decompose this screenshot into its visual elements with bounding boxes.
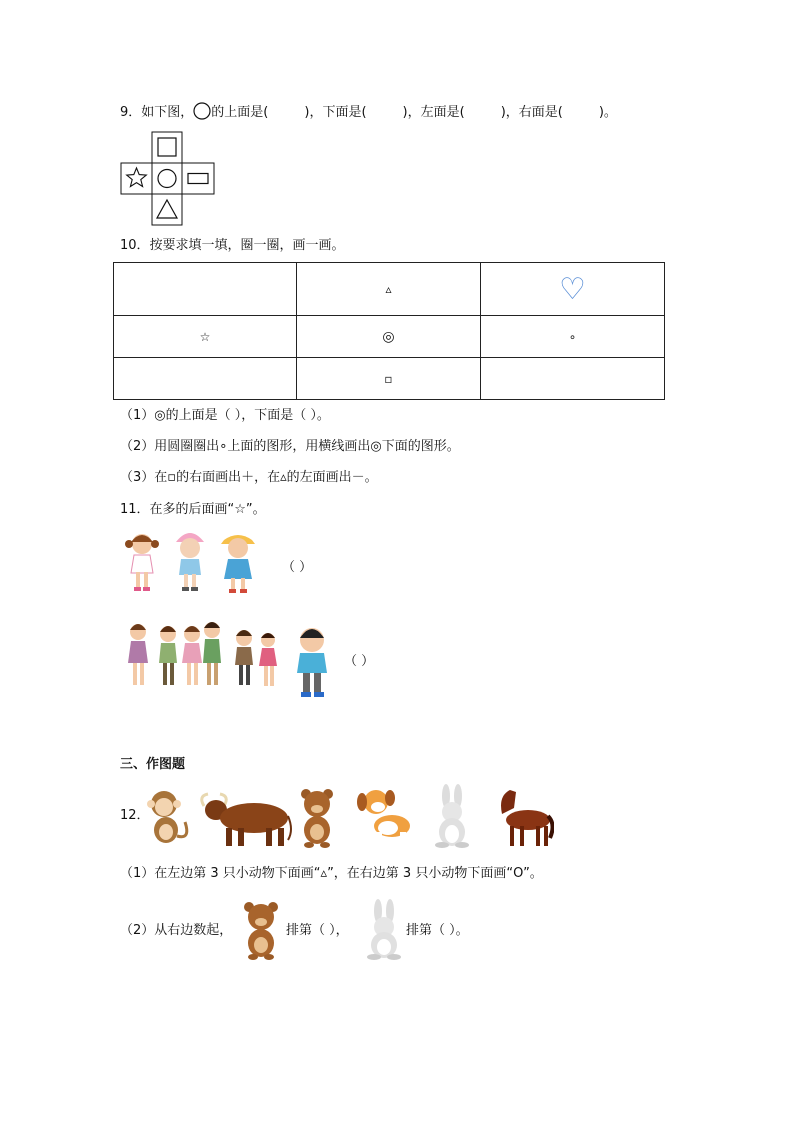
- q12-number: 12．: [120, 808, 150, 823]
- q9-cross-figure: [118, 130, 218, 228]
- q10-title: 10．按要求填一填，圈一圈，画一画。: [120, 238, 345, 253]
- q10-table: [113, 262, 665, 400]
- three-girls-image: [120, 528, 270, 598]
- q9-number: 9．: [120, 105, 142, 120]
- q10-cell-r1c3: ♡: [480, 263, 664, 316]
- circle-center-icon: [158, 170, 176, 188]
- q10-cell-r3c1: [114, 358, 297, 400]
- girl-3-icon: [221, 535, 255, 593]
- q12-sub2-c: 排第（ ）。: [406, 923, 469, 938]
- q9-part3: )，左面是(: [402, 105, 465, 120]
- group-kids-image: [120, 618, 340, 702]
- monkey-icon: [147, 791, 187, 843]
- q10-cell-r2c3: ∘: [480, 316, 664, 358]
- q10-cell-r3c2: ▫: [296, 358, 480, 400]
- bear-small-icon: [238, 899, 284, 961]
- circle-icon: [193, 102, 211, 120]
- q10-sub3: （3）在▫的右面画出＋，在▵的左面画出－。: [120, 470, 378, 485]
- q10-cell-r3c3: [480, 358, 664, 400]
- q12-sub2-a: （2）从右边数起，: [120, 923, 233, 938]
- q9-part2: )，下面是(: [304, 105, 367, 120]
- bear-icon: [301, 789, 333, 848]
- boy-icon: [297, 628, 327, 697]
- triangle-icon: [157, 200, 177, 218]
- q9-line: [120, 102, 617, 123]
- square-icon: [158, 138, 176, 156]
- ox-icon: [202, 794, 291, 846]
- q9-part4: )，右面是(: [500, 105, 563, 120]
- rectangle-icon: [188, 174, 208, 184]
- girl-2-icon: [176, 533, 204, 591]
- animals-row-image: [144, 784, 554, 850]
- girl-1-icon: [125, 534, 159, 591]
- q11-answer-2[interactable]: （ ）: [344, 654, 375, 669]
- q10-cell-r2c2: ◎: [296, 316, 480, 358]
- rabbit-small-icon: [364, 899, 404, 961]
- q10-cell-r1c2: ▵: [296, 263, 480, 316]
- q12-sub1: （1）在左边第 3 只小动物下面画“▵”，在右边第 3 只小动物下面画“O”。: [120, 866, 543, 881]
- q9-pre: 如下图，: [141, 105, 194, 120]
- q10-cell-r2c1: ☆: [114, 316, 297, 358]
- q9-part1: 的上面是(: [211, 105, 269, 120]
- q11-title: 11．在多的后面画“☆”。: [120, 502, 266, 517]
- star-icon: [127, 168, 147, 187]
- horse-icon: [501, 790, 553, 846]
- dog-icon: [357, 790, 410, 844]
- q10-sub2: （2）用圆圈圈出∘上面的图形，用横线画出◎下面的图形。: [120, 439, 460, 454]
- q10-cell-r1c1: [114, 263, 297, 316]
- kids-group-icon: [128, 622, 277, 686]
- q11-answer-1[interactable]: （ ）: [282, 560, 313, 575]
- q10-sub1: （1）◎的上面是（ ），下面是（ ）。: [120, 408, 330, 423]
- rabbit-icon: [435, 784, 469, 848]
- section-3-heading: 三、作图题: [120, 757, 186, 772]
- q12-sub2-b: 排第（ ），: [286, 923, 349, 938]
- q9-part5: )。: [598, 105, 617, 120]
